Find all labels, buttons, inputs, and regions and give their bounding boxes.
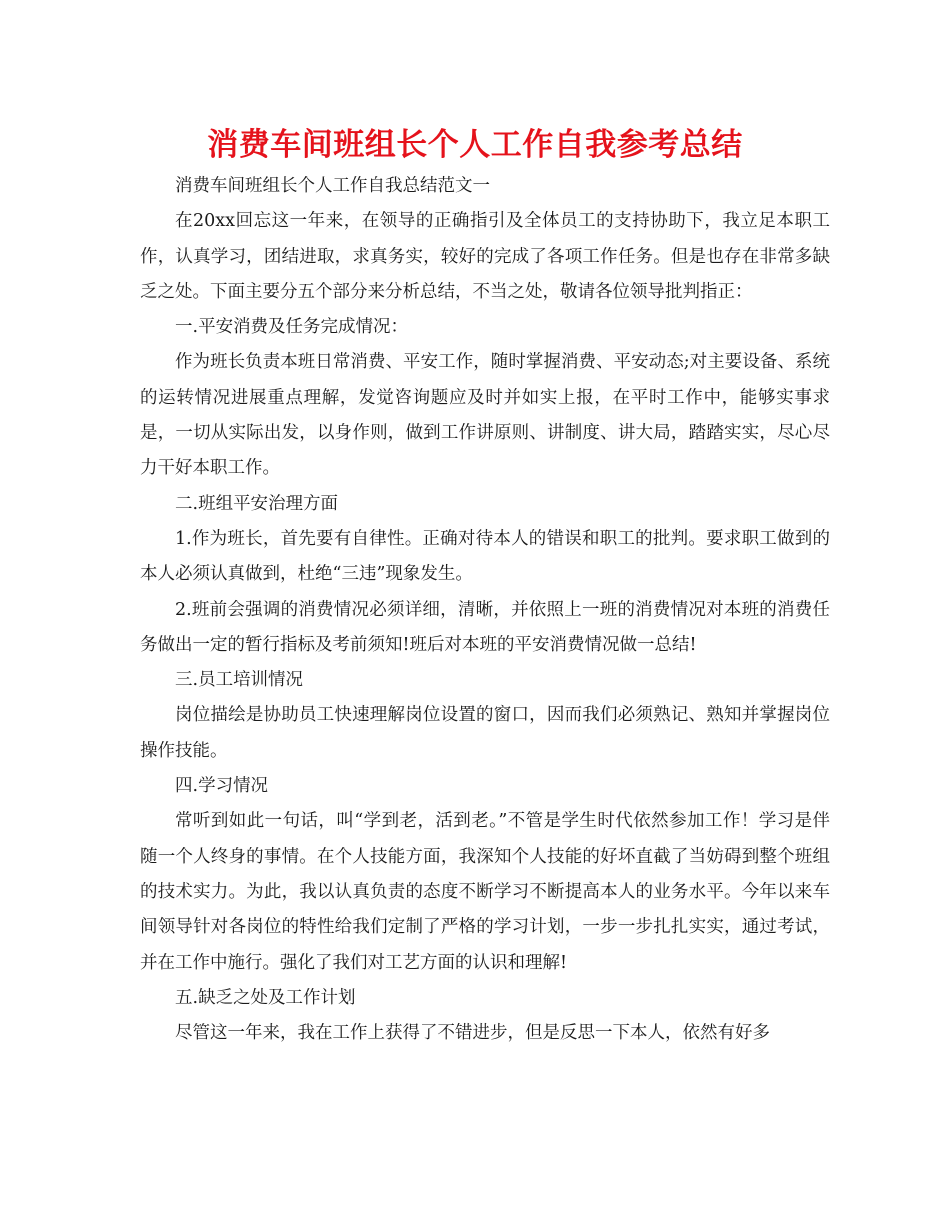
body-paragraph: 常听到如此一句话，叫“学到老，活到老。”不管是学生时代依然参加工作！学习是伴随一个人终身的事情。在个人技能方面，我深知个人技能的好坏直截了当妨碍到整个班组的技术实力。为此，我以认真负责的态度不断学习不断提高本人的业务水平。今年以来车间领导针对各岗位的特性给我们定制了严格的学习计划，一步一步扎扎实实，通过考试，并在工作中施行。强化了我们对工艺方面的认识和理解! [140, 811, 830, 973]
section-heading: 一.平安消费及任务完成情况： [175, 317, 409, 338]
body-paragraph: 尽管这一年来，我在工作上获得了不错进步，但是反思一下本人，依然有好多 [175, 1023, 770, 1044]
section-heading: 二.班组平安治理方面 [175, 493, 339, 514]
body-paragraph: 1.作为班长，首先要有自律性。正确对待本人的错误和职工的批判。要求职工做到的本人必须认真做到，杜绝“三违”现象发生。 [140, 528, 830, 585]
body-paragraph: 作为班长负责本班日常消费、平安工作，随时掌握消费、平安动态;对主要设备、系统的运转情况进展重点理解，发觉咨询题应及时并如实上报，在平时工作中，能够实事求是，一切从实际出发，以身作则，做到工作讲原则、讲制度、讲大局，踏踏实实，尽心尽力干好本职工作。 [140, 352, 830, 479]
section-heading: 三.员工培训情况 [175, 670, 304, 691]
intro-paragraph: 在20xx回忘这一年来，在领导的正确指引及全体员工的支持协助下，我立足本职工作，认真学习，团结进取，求真务实，较好的完成了各项工作任务。但是也存在非常多缺乏之处。下面主要分五个部分来分析总结，不当之处，敬请各位领导批判指正： [140, 211, 830, 302]
document-body [140, 169, 830, 1051]
document-title: 消费车间班组长个人工作自我参考总结 [207, 127, 743, 163]
subtitle-paragraph: 消费车间班组长个人工作自我总结范文一 [175, 176, 490, 196]
body-paragraph: 2.班前会强调的消费情况必须详细，清晰，并依照上一班的消费情况对本班的消费任务做出一定的暂行指标及考前须知!班后对本班的平安消费情况做一总结! [140, 599, 830, 655]
body-paragraph: 岗位描绘是协助员工快速理解岗位设置的窗口，因而我们必须熟记、熟知并掌握岗位操作技能。 [140, 705, 830, 761]
section-heading: 五.缺乏之处及工作计划 [175, 987, 356, 1008]
section-heading: 四.学习情况 [175, 776, 269, 797]
